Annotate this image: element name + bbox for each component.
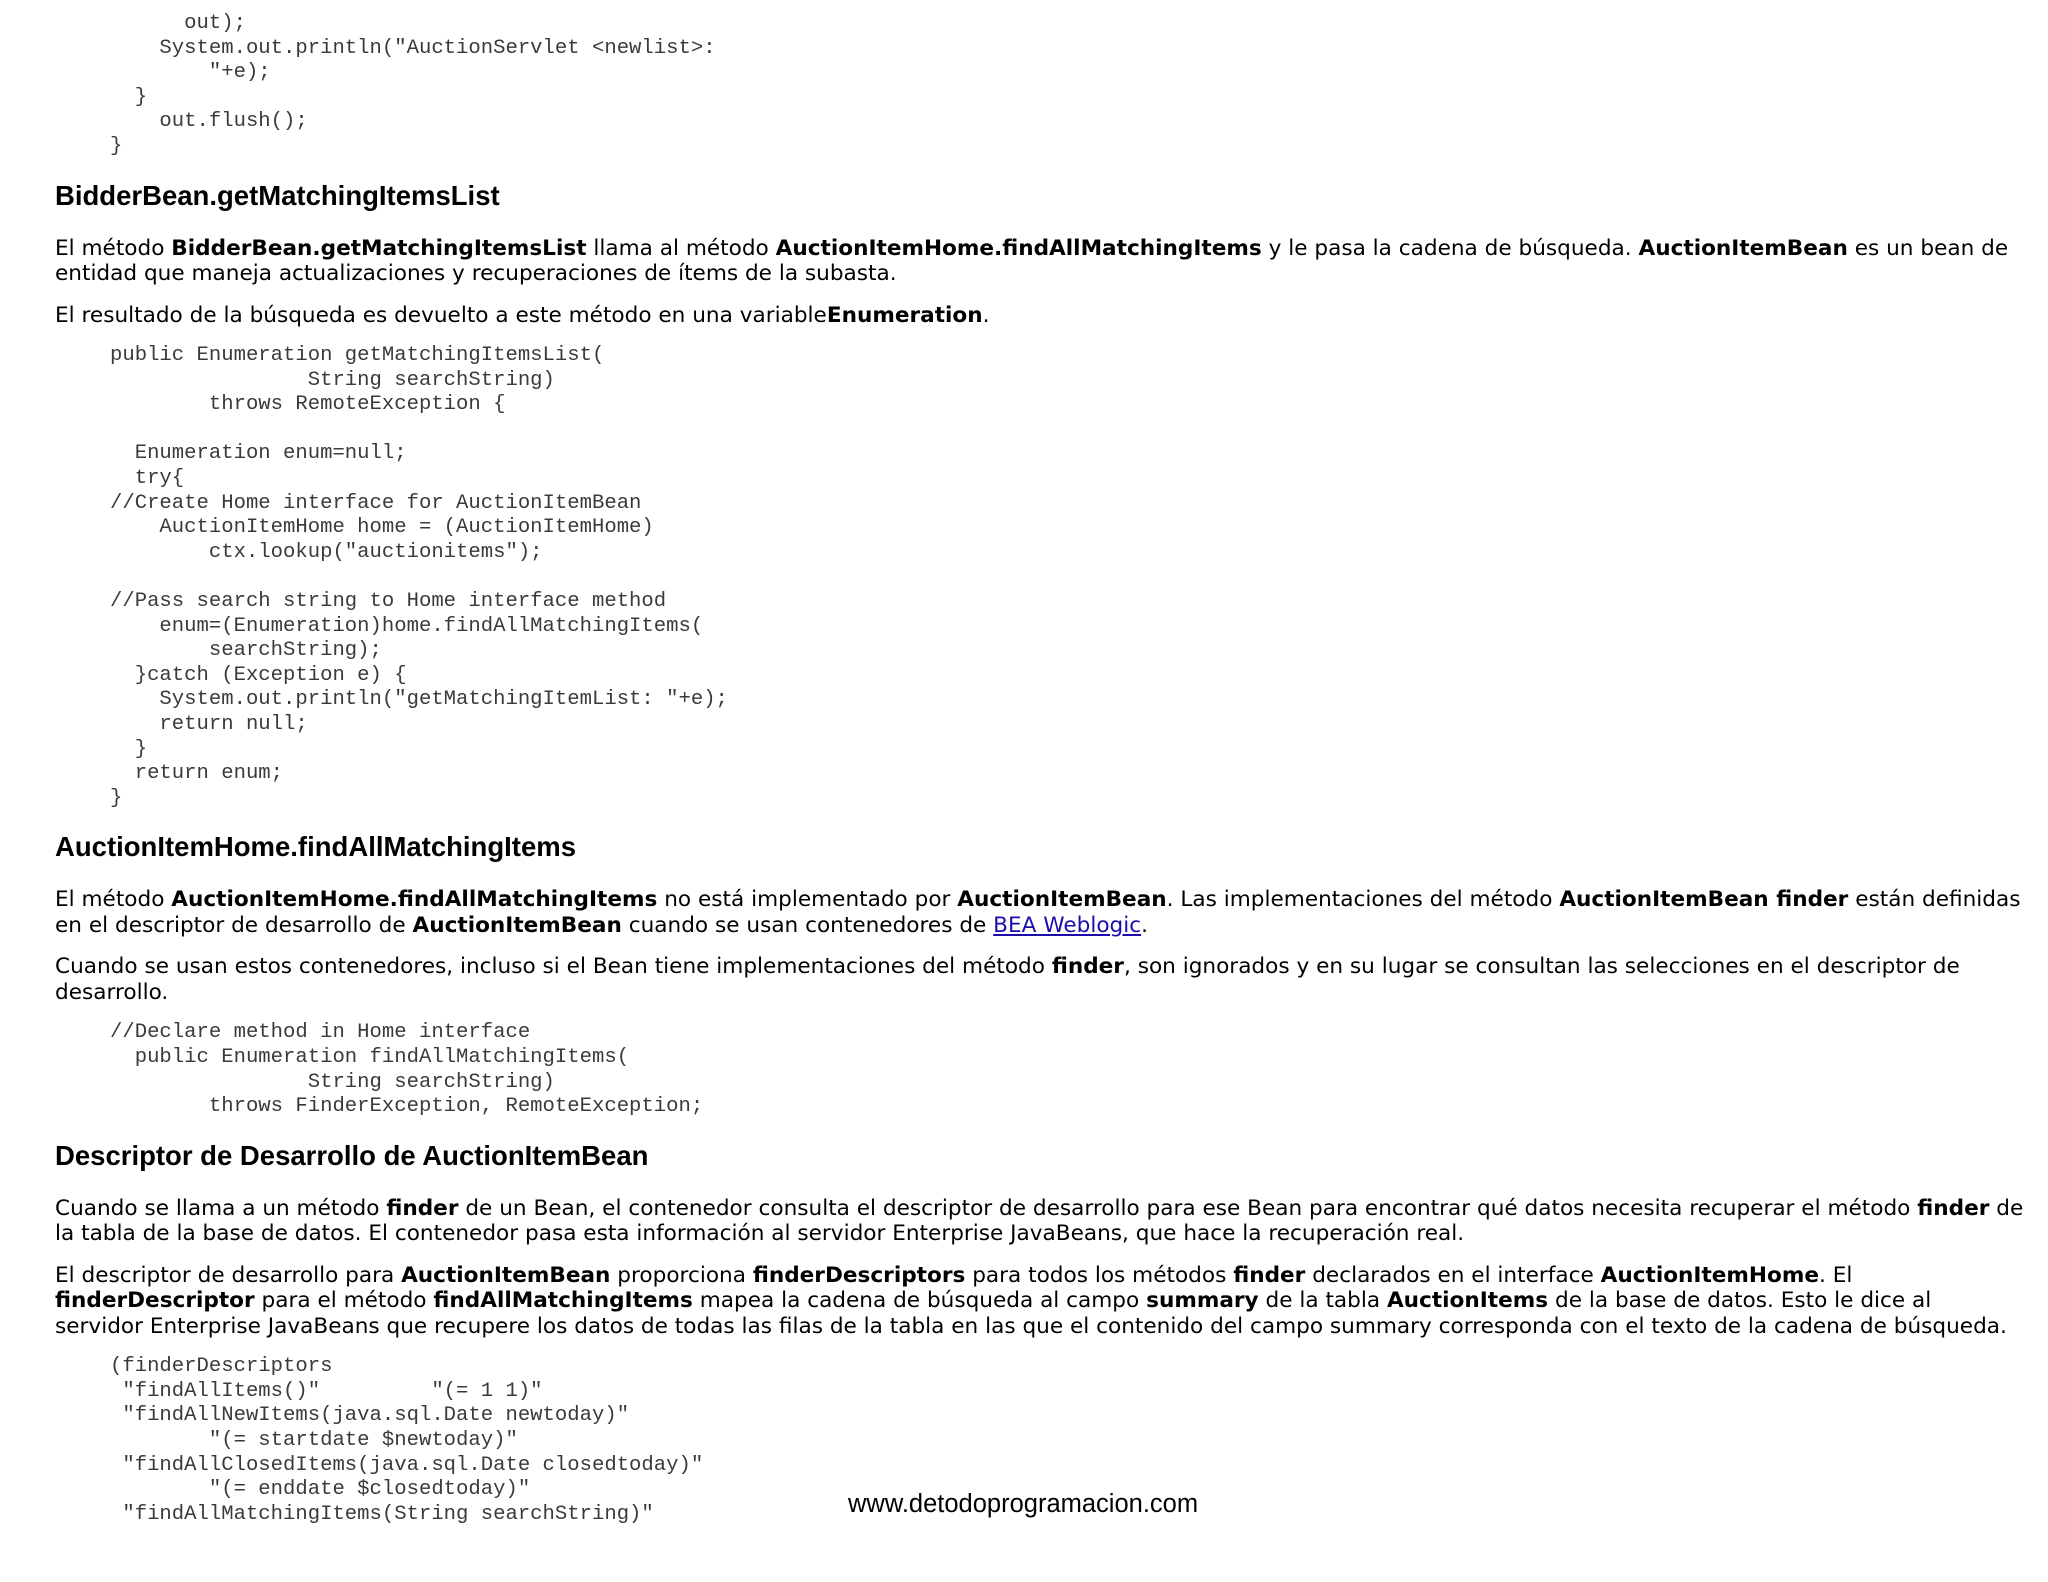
document-page — [55, 0, 2025, 1527]
paragraph-finder-lookup: Cuando se llama a un método finder de un Bean, el contenedor consulta el descriptor de desarrollo para ese Bean para encontrar qué datos necesita recuperar el método finder de la tabla de la base de datos. El contenedor pasa esta información al servidor Enterprise JavaBeans, que hace la recuperación real. — [55, 1195, 2024, 1247]
code-block-servlet-tail: out); System.out.println("AuctionServlet <newlist>: "+e); } out.flush(); } — [110, 12, 716, 158]
code-block-getmatchingitemslist: public Enumeration getMatchingItemsList( String searchString) throws RemoteException { Enumeration enum=null; try{ //Create Home interface for AuctionItemBean AuctionItemHome home = (AuctionItemHome) ctx.lookup("auctionitems"); //Pass search string to Home interface method enum=(Enumeration)home.findAllMatchingItems( searchString); }catch (Exception e) { System.out.println("getMatchingItemList: "+e); return null; } return enum; } — [110, 344, 728, 810]
code-block-home-interface: //Declare method in Home interface public Enumeration findAllMatchingItems( String searchString) throws FinderException, RemoteException; — [110, 1021, 704, 1119]
heading-deployment-descriptor: Descriptor de Desarrollo de AuctionItemBean — [55, 1139, 649, 1171]
paragraph-enumeration-result: El resultado de la búsqueda es devuelto a este método en una variableEnumeration. — [55, 302, 990, 328]
paragraph-finder-descriptors: El descriptor de desarrollo para AuctionItemBean proporciona finderDescriptors para todos los métodos finder declarados en el interface AuctionItemHome. El finderDescriptor para el método findAllMatchingItems mapea la cadena de búsqueda al campo summary de la tabla AuctionItems de la base de datos. Esto le dice al servidor Enterprise JavaBeans que recupere los datos de todas las filas de la tabla en las que el contenido del campo summary corresponda con el texto de la cadena de búsqueda. — [55, 1262, 2007, 1339]
code-block-finder-descriptors: (finderDescriptors "findAllItems()" "(= 1 1)" "findAllNewItems(java.sql.Date newtoday)" "(= startdate $newtoday)" "findAllClosedItems(java.sql.Date closedtoday)" "(= enddate $closedtoday)" "findAllMatchingItems(String searchString)" — [110, 1355, 704, 1526]
heading-getmatchingitemslist: BidderBean.getMatchingItemsList — [55, 179, 500, 211]
paragraph-getmatchingitemslist-intro: El método BidderBean.getMatchingItemsList llama al método AuctionItemHome.findAllMatchingItems y le pasa la cadena de búsqueda. AuctionItemBean es un bean de entidad que maneja actualizaciones y recuperaciones de ítems de la subasta. — [55, 235, 2009, 287]
paragraph-finder-ignored: Cuando se usan estos contenedores, incluso si el Bean tiene implementaciones del método finder, son ignorados y en su lugar se consultan las selecciones en el descriptor de desarrollo. — [55, 954, 1960, 1005]
paragraph-findallmatchingitems-intro: El método AuctionItemHome.findAllMatchingItems no está implementado por AuctionItemBean. Las implementaciones del método AuctionItemBean finder están definidas en el descriptor de desarrollo de AuctionItemBean cuando se usan contenedores de BEA Weblogic. — [55, 887, 2021, 938]
bea-weblogic-link[interactable]: BEA Weblogic — [993, 912, 1142, 938]
website-watermark: www.detodoprogramacion.com — [848, 1490, 1199, 1518]
heading-findallmatchingitems: AuctionItemHome.findAllMatchingItems — [55, 831, 576, 863]
